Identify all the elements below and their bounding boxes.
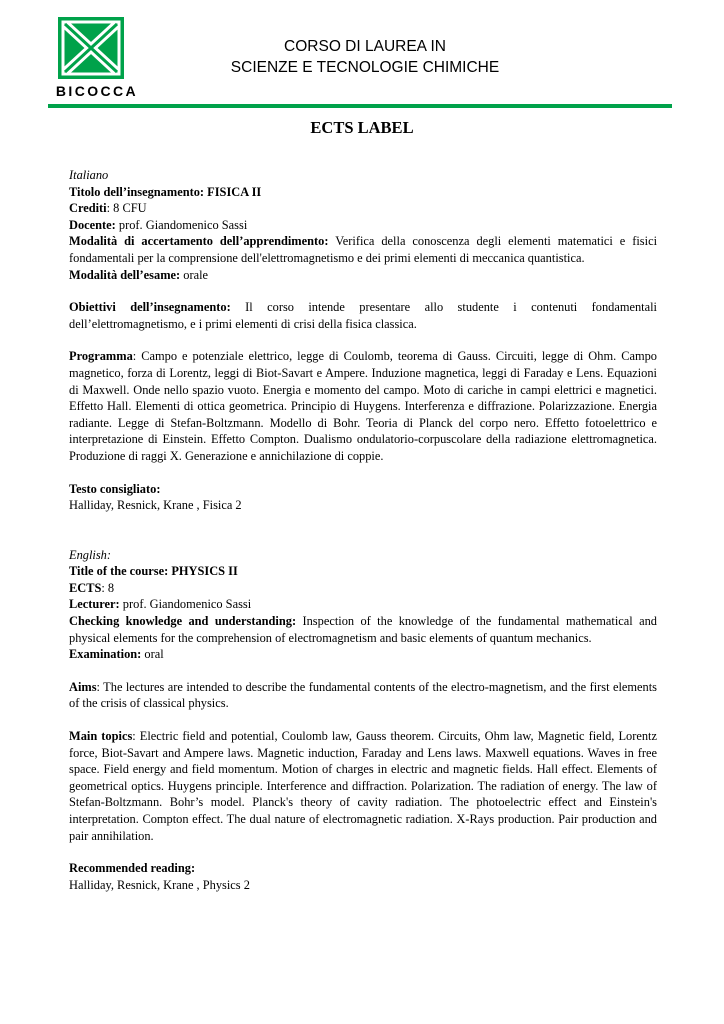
en-books-label: Recommended reading: — [69, 861, 196, 876]
logo-wordmark: BICOCCA — [55, 83, 139, 99]
header-line-2: SCIENZE E TECNOLOGIE CHIMICHE — [230, 59, 500, 76]
english-heading: English: — [69, 547, 111, 562]
it-lecturer-row — [69, 217, 657, 234]
en-aims-value: : The lectures are intended to describe the fundamental contents of the electro-magnetism, and the first elements of the crisis of classical physics. — [69, 679, 657, 711]
header-divider — [48, 104, 672, 108]
en-lecturer-label: Lecturer: — [69, 597, 120, 612]
it-course-value: FISICA II — [207, 184, 262, 199]
en-assessment-row — [69, 613, 657, 646]
en-credits-label: ECTS — [69, 580, 102, 595]
it-program-label: Programma — [69, 349, 133, 364]
university-logo — [46, 11, 142, 101]
it-program-row — [69, 348, 657, 464]
en-exam-value: oral — [144, 647, 164, 662]
it-assessment-label: Modalità di accertamento dell’apprendimento: — [69, 234, 329, 249]
en-books-label-row — [69, 860, 657, 877]
en-course-row — [69, 563, 657, 580]
it-exam-label: Modalità dell’esame: — [69, 267, 181, 282]
en-credits-value: : 8 — [101, 580, 115, 595]
it-lecturer-value: prof. Giandomenico Sassi — [118, 217, 248, 232]
it-books-label-row — [69, 481, 657, 498]
it-aims-label: Obiettivi dell’insegnamento: — [69, 300, 231, 315]
en-topics-row — [69, 728, 657, 844]
en-credits-row — [69, 580, 657, 597]
en-exam-row — [69, 646, 657, 663]
it-course-label: Titolo dell’insegnamento: — [69, 184, 205, 199]
en-topics-value: : Electric field and potential, Coulomb law, Gauss theorem. Circuits, Ohm law, Magnetic field, Lorentz force, Biot-Savart and Ampere laws. Magnetic induction, Faraday and Lens laws. Maxwell equations. Waves in free space. Field energy and field momentum. Motion of charges in electric and magnetic fields. Hall effect. Elements of geometrical optics. Huygens principle. Interference and diffraction. Polarization. The radiation of energy. The law of Stefan-Boltzmann. Bohr’s model. Planck's theory of cavity radiation. The photoelectric effect and Einstein's interpretation. Compton effect. The dual nature of electromagnetic radiation. X-Rays production. Pair production and pair annihilation. — [69, 729, 657, 843]
document-title: ECTS LABEL — [310, 118, 414, 137]
it-lecturer-label: Docente: — [69, 217, 116, 232]
it-credits-value: : 8 CFU — [106, 201, 147, 216]
italian-heading: Italiano — [69, 168, 109, 182]
course-header — [200, 36, 530, 78]
it-course-row — [69, 184, 657, 201]
en-books-value: Halliday, Resnick, Krane , Physics 2 — [69, 877, 250, 892]
it-books-value: Halliday, Resnick, Krane , Fisica 2 — [69, 498, 242, 513]
en-course-label: Title of the course: — [69, 564, 169, 579]
en-aims-label: Aims — [69, 679, 97, 694]
en-lecturer-value: prof. Giandomenico Sassi — [122, 597, 252, 612]
header-line-1: CORSO DI LAUREA IN — [284, 38, 446, 55]
en-exam-label: Examination: — [69, 647, 142, 662]
it-aims-row — [69, 299, 657, 332]
en-aims-row — [69, 679, 657, 712]
it-exam-row — [69, 267, 657, 284]
en-assessment-value: Inspection of the knowledge of the fundamental mathematical and physical elements for the comprehension of electromagnetism and basic elements of quantum mechanics. — [69, 614, 657, 645]
it-credits-label: Crediti — [69, 201, 107, 216]
en-assessment-label: Checking knowledge and understanding: — [69, 614, 297, 629]
en-course-value: PHYSICS II — [171, 564, 238, 579]
it-books-label: Testo consigliato: — [69, 481, 161, 496]
it-program-value: : Campo e potenziale elettrico, legge di Coulomb, teorema di Gauss. Circuiti, legge di Ohm. Campo magnetico, forza di Lorentz, leggi di Biot-Savart e Ampere. Induzione magnetica, leggi di Faraday e Lens. Equazioni di Maxwell. Onde nello spazio vuoto. Energia e momento del campo. Moto di cariche in campi elettrici e magnetici. Effetto Hall. Elementi di ottica geometrica. Principio di Huygens. Interferenza e diffrazione. Polarizzazione. Energia radiante. Legge di Stefan-Boltzmann. Modello di Bohr. Teoria di Planck del corpo nero. Effetto fotoelettrico e interpretazione di Einstein. Effetto Compton. Dualismo ondulatorio-corpuscolare della radiazione elettromagnetica. Produzione di raggi X. Generazione e annichilazione di coppie. — [69, 349, 657, 463]
en-topics-label: Main topics — [69, 729, 133, 744]
it-assessment-row — [69, 233, 657, 266]
en-lecturer-row — [69, 596, 657, 613]
document-body — [69, 167, 657, 893]
it-aims-value: Il corso intende presentare allo studente i contenuti fondamentali dell’elettromagnetismo, e i primi elementi di crisi della fisica classica. — [69, 300, 657, 331]
it-exam-value: orale — [183, 267, 209, 282]
it-credits-row — [69, 200, 657, 217]
it-assessment-value: Verifica della conoscenza degli elementi matematici e fisici fondamentali per la comprensione dell'elettromagnetismo e dei primi elementi di meccanica quantistica. — [69, 234, 658, 265]
